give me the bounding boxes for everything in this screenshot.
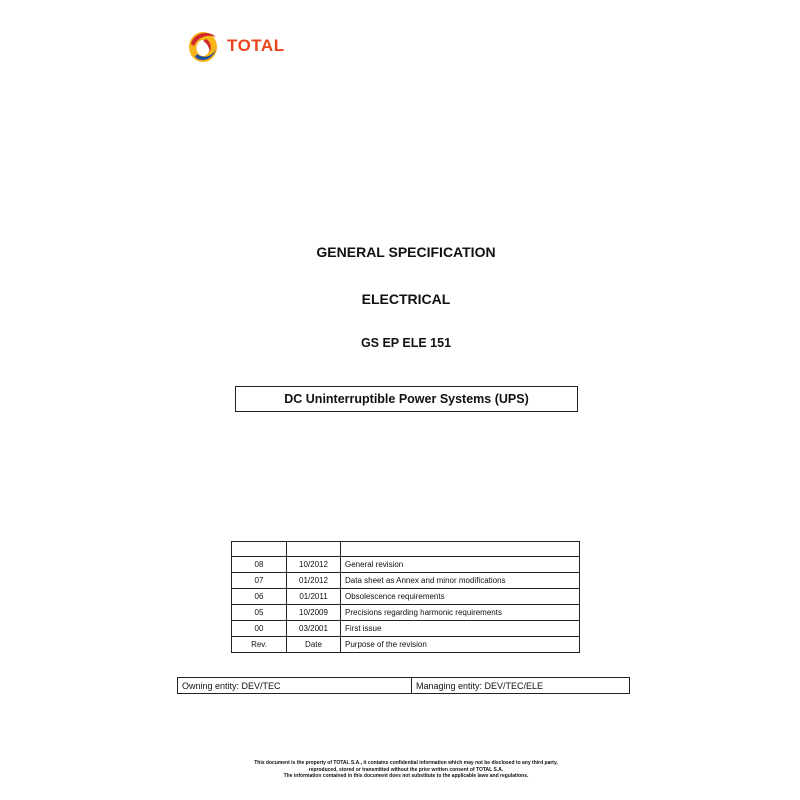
- total-swirl-icon: [185, 27, 221, 65]
- table-header-row: [232, 637, 580, 653]
- purpose-cell: First issue: [341, 621, 580, 637]
- rev-cell: 00: [232, 621, 287, 637]
- date-header: Date: [287, 637, 341, 653]
- revision-table: [231, 541, 580, 653]
- date-cell: 01/2012: [287, 573, 341, 589]
- managing-entity: Managing entity: DEV/TEC/ELE: [416, 680, 544, 691]
- date-cell: 03/2001: [287, 621, 341, 637]
- confidentiality-footer: [0, 760, 800, 780]
- document-code: GS EP ELE 151: [360, 336, 452, 350]
- date-cell: 10/2012: [287, 557, 341, 573]
- table-row: [232, 557, 580, 573]
- purpose-cell: Precisions regarding harmonic requirements: [341, 605, 580, 621]
- purpose-header: Purpose of the revision: [341, 637, 580, 653]
- subject-text: DC Uninterruptible Power Systems (UPS): [284, 392, 529, 406]
- date-cell: [287, 542, 341, 557]
- purpose-cell: General revision: [341, 557, 580, 573]
- rev-cell: 08: [232, 557, 287, 573]
- table-row: [232, 605, 580, 621]
- table-row: [232, 589, 580, 605]
- table-row: [232, 573, 580, 589]
- rev-header: Rev.: [232, 637, 287, 653]
- purpose-cell: Data sheet as Annex and minor modifications: [341, 573, 580, 589]
- total-logo: [185, 26, 285, 66]
- footer-line-1: This document is the property of TOTAL S.A., it contains confidential information which may not be disclosed to any third party,: [254, 760, 558, 766]
- purpose-cell: Obsolescence requirements: [341, 589, 580, 605]
- document-type-title: GENERAL SPECIFICATION: [316, 244, 496, 260]
- table-row: [232, 621, 580, 637]
- footer-line-3: The information contained in this document does not substitute to the applicable laws and regulations.: [283, 773, 529, 779]
- subject-box: [235, 386, 578, 412]
- rev-cell: 07: [232, 573, 287, 589]
- discipline-title: ELECTRICAL: [361, 291, 451, 307]
- date-cell: 10/2009: [287, 605, 341, 621]
- rev-cell: 06: [232, 589, 287, 605]
- rev-cell: 05: [232, 605, 287, 621]
- total-wordmark: TOTAL: [227, 36, 285, 55]
- rev-cell: [232, 542, 287, 557]
- purpose-cell: [341, 542, 580, 557]
- entity-box: [177, 677, 630, 694]
- table-row: [232, 542, 580, 557]
- date-cell: 01/2011: [287, 589, 341, 605]
- owning-entity: Owning entity: DEV/TEC: [178, 678, 412, 693]
- footer-line-2: reproduced, stored or transmitted without the prior written consent of TOTAL S.A.: [308, 766, 504, 773]
